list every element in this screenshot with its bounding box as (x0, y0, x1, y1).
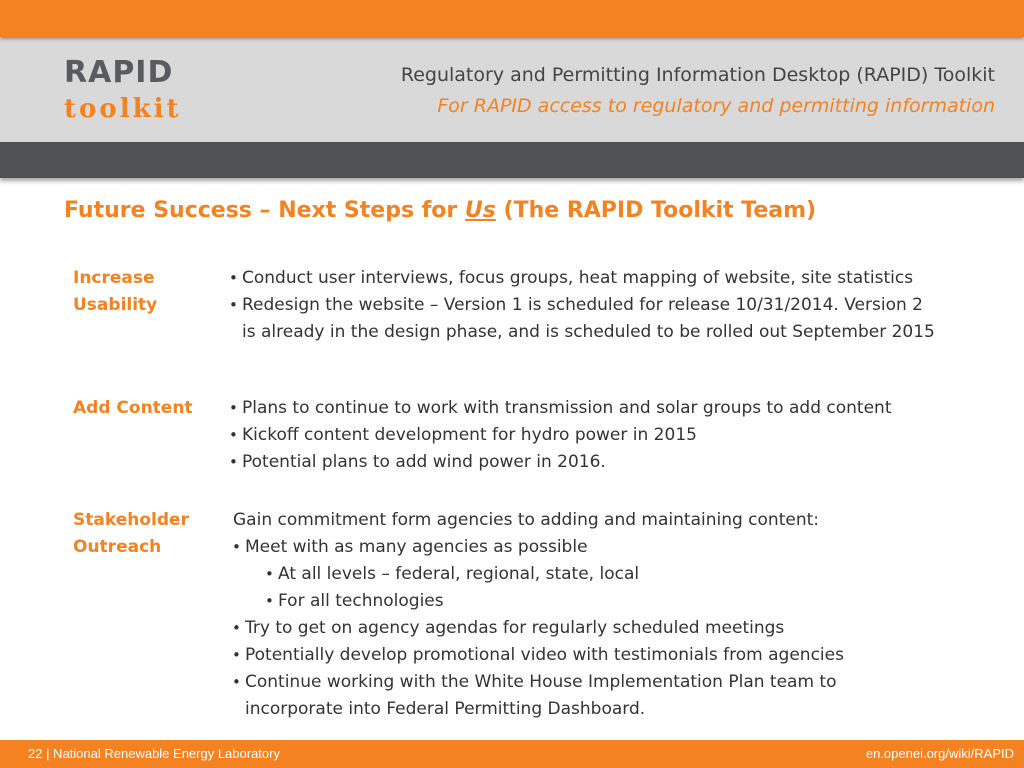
top-accent-bar (0, 0, 1024, 37)
page-title: Regulatory and Permitting Information Desktop (RAPID) Toolkit (400, 64, 995, 86)
footer-page-label: 22 | National Renewable Energy Laboratory (28, 746, 280, 761)
slide-heading-suffix: (The RAPID Toolkit Team) (495, 198, 817, 223)
logo-toolkit: toolkit (64, 94, 182, 124)
bullet-icon: • (265, 565, 274, 583)
bullet-icon: • (265, 592, 274, 610)
list-item: Redesign the website – Version 1 is scheduled for release 10/31/2014. Version 2 (242, 295, 923, 315)
list-item: Meet with as many agencies as possible (245, 537, 588, 557)
footer-url-link[interactable]: en.openei.org/wiki/RAPID (865, 746, 1014, 761)
slide-heading (64, 196, 816, 226)
list-item: Potential plans to add wind power in 2016. (242, 452, 606, 472)
outreach-intro: Gain commitment form agencies to adding and maintaining content: (233, 510, 819, 530)
bullet-icon: • (229, 399, 238, 417)
bullet-icon: • (229, 453, 238, 471)
sub-list-item: At all levels – federal, regional, state, local (278, 564, 640, 584)
list-item-continuation: incorporate into Federal Permitting Dashboard. (245, 699, 646, 719)
section-label-usability-line2: Usability (73, 295, 158, 315)
bullet-icon: • (229, 296, 238, 314)
footer (0, 740, 1024, 768)
sub-list-item: For all technologies (278, 591, 444, 611)
bullet-icon: • (229, 426, 238, 444)
bullet-icon: • (232, 673, 241, 691)
slide-heading-emphasis: Us (464, 198, 496, 223)
list-item: Try to get on agency agendas for regularly scheduled meetings (245, 618, 785, 638)
logo-rapid: RAPID (64, 55, 174, 90)
section-label-outreach-line1: Stakeholder (73, 510, 189, 530)
slide-heading-prefix: Future Success – Next Steps for (64, 198, 465, 223)
bullet-icon: • (229, 269, 238, 287)
list-item: Conduct user interviews, focus groups, heat mapping of website, site statistics (242, 268, 914, 288)
page-tagline: For RAPID access to regulatory and permitting information (437, 95, 995, 117)
header-divider-band (0, 142, 1024, 178)
list-item: Kickoff content development for hydro power in 2015 (242, 425, 697, 445)
list-item: Plans to continue to work with transmission and solar groups to add content (242, 398, 892, 418)
section-label-content: Add Content (73, 398, 193, 418)
list-item-continuation: is already in the design phase, and is scheduled to be rolled out September 2015 (242, 322, 935, 342)
section-label-outreach-line2: Outreach (73, 537, 162, 557)
section-label-usability-line1: Increase (73, 268, 155, 288)
bullet-icon: • (232, 646, 241, 664)
list-item: Continue working with the White House Implementation Plan team to (245, 672, 837, 692)
bullet-icon: • (232, 619, 241, 637)
bullet-icon: • (232, 538, 241, 556)
list-item: Potentially develop promotional video with testimonials from agencies (245, 645, 844, 665)
